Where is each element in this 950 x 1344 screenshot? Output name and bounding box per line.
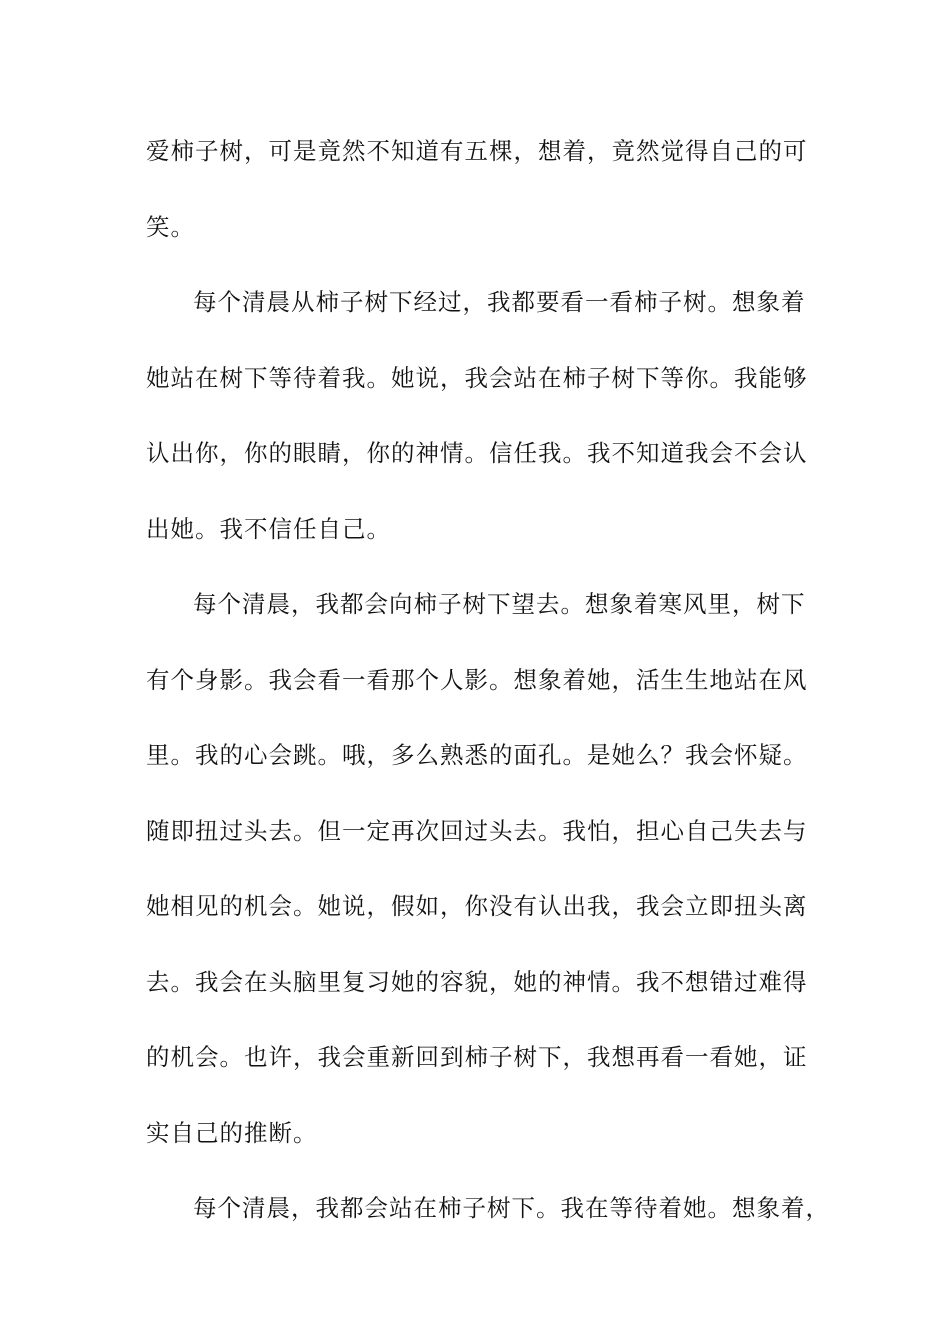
text-line: 里。我的心会跳。哦，多么熟悉的面孔。是她么？我会怀疑。: [146, 741, 808, 769]
text-line: 出她。我不信任自己。: [146, 514, 391, 543]
text-line: 随即扭过头去。但一定再次回过头去。我怕，担心自己失去与: [146, 816, 808, 845]
text-line: 有个身影。我会看一看那个人影。想象着她，活生生地站在风: [146, 665, 808, 694]
text-line: 她站在树下等待着我。她说，我会站在柿子树下等你。我能够: [146, 363, 808, 392]
text-line: 笑。: [146, 212, 195, 241]
text-line: 去。我会在头脑里复习她的容貌，她的神情。我不想错过难得: [146, 967, 808, 996]
body-text: [146, 131, 830, 1264]
paragraph-start-line: 每个清晨，我都会站在柿子树下。我在等待着她。想象着，: [193, 1194, 830, 1222]
paragraph-start-line: 每个清晨从柿子树下经过，我都要看一看柿子树。想象着: [193, 288, 806, 316]
paragraph-start-line: 每个清晨，我都会向柿子树下望去。想象着寒风里，树下: [193, 590, 806, 618]
text-line: 的机会。也许，我会重新回到柿子树下，我想再看一看她，证: [146, 1043, 808, 1071]
text-line: 爱柿子树，可是竟然不知道有五棵，想着，竟然觉得自己的可: [146, 137, 808, 165]
text-line: 她相见的机会。她说，假如，你没有认出我，我会立即扭头离: [146, 892, 808, 920]
text-line: 认出你，你的眼睛，你的神情。信任我。我不知道我会不会认: [146, 439, 808, 467]
text-line: 实自己的推断。: [146, 1118, 318, 1147]
